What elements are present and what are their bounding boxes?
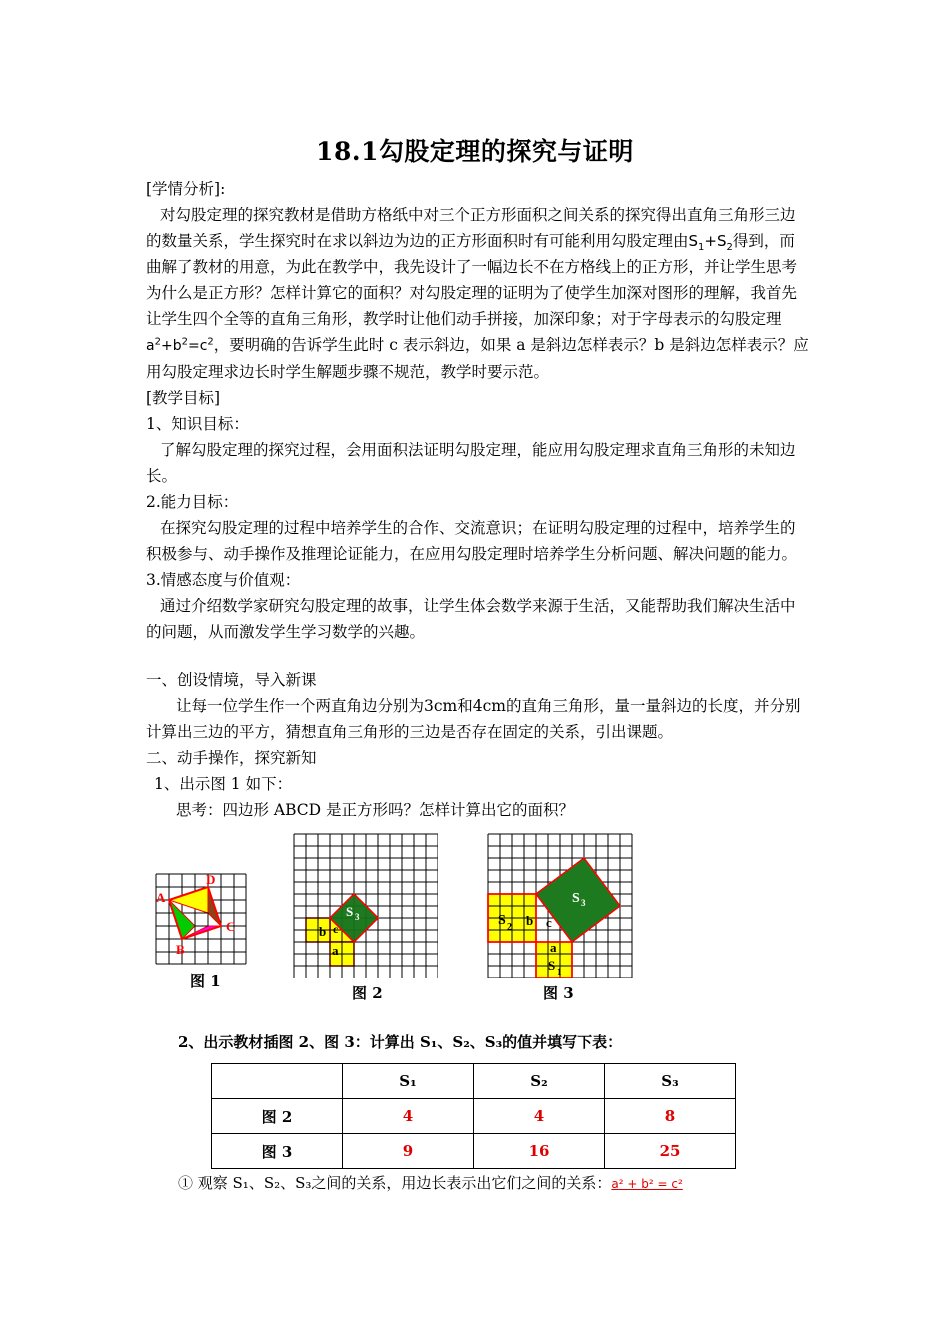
results-table (211, 1063, 736, 1169)
pythagorean-formula: $a^2+b^2=c^2$ (146, 336, 214, 354)
figure-1 (152, 870, 252, 970)
fig3-s3-sub: 3 (581, 898, 586, 908)
figure-3 (486, 832, 634, 978)
observation-text: ① 观察 S₁、S₂、S₃之间的关系，用边长表示出它们之间的关系： (178, 1174, 612, 1192)
goal3-heading: 3.情感态度与价值观： (146, 571, 301, 589)
table-header-row (212, 1064, 736, 1099)
table-cell: 25 (605, 1134, 736, 1169)
figure-2 (292, 832, 438, 978)
table-cell: 4 (474, 1099, 605, 1134)
table-row (212, 1099, 736, 1134)
fig3-s2-sub: 2 (507, 922, 512, 933)
goal1-heading: 1、知识目标： (146, 415, 249, 433)
table-header-cell: S₃ (605, 1064, 736, 1099)
fig2-label-c: c (333, 922, 339, 936)
table-header-cell (212, 1064, 343, 1099)
table-cell: 9 (343, 1134, 474, 1169)
analysis-heading: [学情分析]: (146, 180, 226, 198)
fig2-s3-label: S (346, 904, 354, 919)
think-question: 思考：四边形 ABCD 是正方形吗？怎样计算出它的面积？ (176, 801, 575, 819)
fig3-s1-sub: 1 (557, 967, 562, 977)
section2-heading: 二、动手操作，探究新知 (146, 749, 317, 767)
goal2-heading: 2.能力目标： (146, 493, 239, 511)
fig3-s2-label: S (498, 913, 506, 928)
fig1-label-a: A (156, 890, 166, 905)
fig3-s1-label: S (548, 958, 556, 973)
fig2-label-b: b (319, 924, 327, 939)
observation-answer: a² + b² = c² (611, 1177, 683, 1191)
fig3-label-b: b (526, 913, 534, 928)
table-cell: 4 (343, 1099, 474, 1134)
fig1-label-d: D (206, 872, 216, 887)
fig1-label-c: C (226, 919, 236, 934)
figure-1-caption: 图 1 (190, 972, 221, 990)
step1-text: 1、出示图 1 如下： (154, 775, 293, 793)
observation-line (178, 1172, 683, 1193)
figures-row (0, 828, 950, 1008)
fig3-s3-label: S (572, 891, 580, 906)
fig2-s3-sub: 3 (355, 912, 360, 922)
fig3-label-c: c (546, 915, 552, 930)
figure-2-caption: 图 2 (352, 984, 383, 1002)
fig3-label-a: a (550, 940, 557, 955)
table-row-label: 图 3 (212, 1134, 343, 1169)
page-title: 18.1勾股定理的探究与证明 (316, 137, 634, 166)
figure-3-caption: 图 3 (543, 984, 574, 1002)
analysis-paragraph: 对勾股定理的探究教材是借助方格纸中对三个正方形面积之间关系的探究得出直角三角形三边的数量关系，学生探究时在求以斜边为边的正方形面积时有可能利用勾股定理由$S_1+S_2$得到，而曲解了教材的用意，为此在教学中，我先设计了一幅边长不在方格线上的正方形，并让学生思考为什么是正方形？怎样计算它的面积？对勾股定理的证明为了使学生加深对图形的理解，我首先让学生四个全等的直角三角形，教学时让他们动手拼接，加深印象；对于字母表示的勾股定理 $a^2+b^2=c^2$，要明确的告诉学生此时 c 表示斜边，如果 a 是斜边怎样表示？b 是斜边怎样表示？应用勾股定理求边长时学生解题步骤不规范，教学时要示范。 (146, 206, 809, 381)
table-row (212, 1134, 736, 1169)
table-cell: 16 (474, 1134, 605, 1169)
section1-text: 让每一位学生作一个两直角边分别为3cm和4cm的直角三角形，量一量斜边的长度，并分别计算出三边的平方，猜想直角三角形的三边是否存在固定的关系，引出课题。 (146, 697, 801, 741)
question-2: 2、出示教材插图 2、图 3：计算出 S₁、S₂、S₃的值并填写下表： (178, 1033, 623, 1051)
body-text (146, 176, 810, 823)
goal1-text: 了解勾股定理的探究过程，会用面积法证明勾股定理，能应用勾股定理求直角三角形的未知边长。 (146, 441, 796, 485)
fig1-label-b: B (176, 942, 185, 957)
section1-heading: 一、创设情境，导入新课 (146, 671, 317, 689)
goal-heading: [教学目标] (146, 389, 221, 407)
goal2-text: 在探究勾股定理的过程中培养学生的合作、交流意识；在证明勾股定理的过程中，培养学生的积极参与、动手操作及推理论证能力，在应用勾股定理时培养学生分析问题、解决问题的能力。 (146, 519, 798, 563)
table-cell: 8 (605, 1099, 736, 1134)
table-header-cell: S₁ (343, 1064, 474, 1099)
fig2-label-a: a (332, 943, 339, 958)
table-header-cell: S₂ (474, 1064, 605, 1099)
goal3-text: 通过介绍数学家研究勾股定理的故事，让学生体会数学来源于生活，又能帮助我们解决生活中的问题，从而激发学生学习数学的兴趣。 (146, 597, 796, 641)
table-row-label: 图 2 (212, 1099, 343, 1134)
